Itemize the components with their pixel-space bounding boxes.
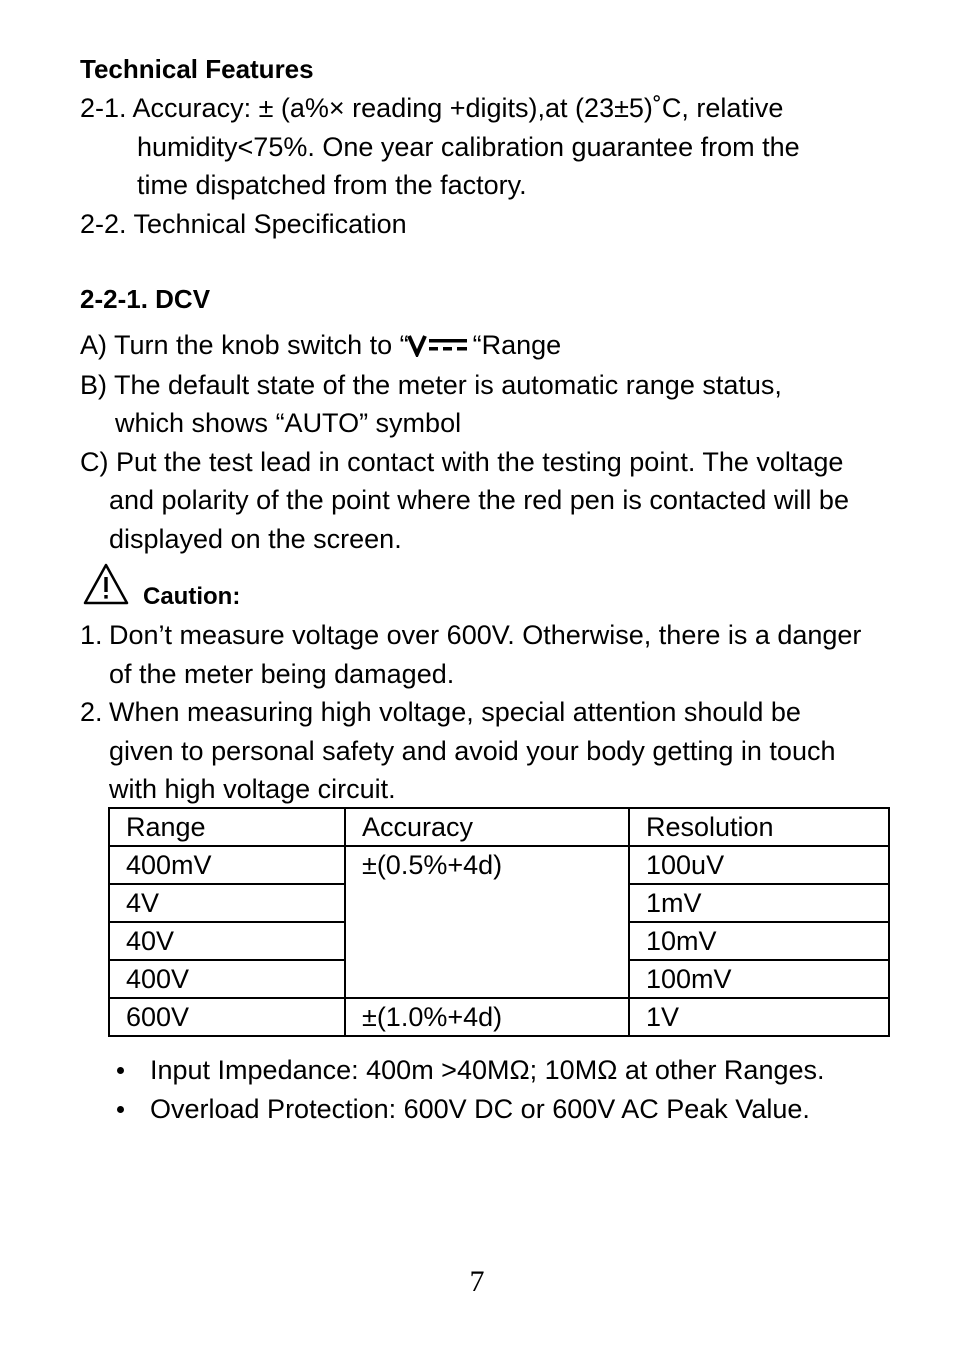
step-c-line-2: and polarity of the point where the red pen is contacted will be xyxy=(109,485,849,515)
accuracy-line-1: 2-1. Accuracy: ± (a%× reading +digits),at (23±5)˚C, relative xyxy=(80,93,784,123)
range-cell: 600V xyxy=(109,998,345,1036)
table-row xyxy=(109,846,889,884)
caution-item-1-line-2: of the meter being damaged. xyxy=(109,659,455,689)
resolution-cell: 10mV xyxy=(629,922,889,960)
caution-item-1-line-1: Don’t measure voltage over 600V. Otherwise, there is a danger xyxy=(109,620,862,650)
step-a-suffix: “Range xyxy=(472,330,562,360)
step-c-line-1: C) Put the test lead in contact with the testing point. The voltage xyxy=(80,447,844,477)
accuracy-cell: ±(0.5%+4d) xyxy=(345,846,629,998)
bullet-dot-icon xyxy=(117,1106,124,1113)
accuracy-cell: ±(1.0%+4d) xyxy=(345,998,629,1036)
table-header-row xyxy=(109,808,889,846)
warning-triangle-icon xyxy=(82,562,130,606)
dcv-spec-table xyxy=(108,807,890,1037)
step-a xyxy=(80,329,561,361)
step-a-prefix: A) Turn the knob switch to “ xyxy=(80,330,409,360)
range-cell: 4V xyxy=(109,884,345,922)
note-input-impedance: Input Impedance: 400m >40MΩ; 10MΩ at other Ranges. xyxy=(150,1055,825,1085)
page-number: 7 xyxy=(469,1265,485,1298)
tech-spec-heading: 2-2. Technical Specification xyxy=(80,209,407,239)
step-c-line-3: displayed on the screen. xyxy=(109,524,402,554)
step-b-line-1: B) The default state of the meter is automatic range status, xyxy=(80,370,782,400)
caution-item-2-number: 2. xyxy=(80,697,103,727)
dcv-title: 2-2-1. DCV xyxy=(80,284,211,314)
table-row xyxy=(109,998,889,1036)
v-dc-symbol-icon xyxy=(407,333,469,357)
caution-item-2-line-2: given to personal safety and avoid your body getting in touch xyxy=(109,736,836,766)
caution-item-1-number: 1. xyxy=(80,620,103,650)
accuracy-line-2: humidity<75%. One year calibration guarantee from the xyxy=(137,132,800,162)
range-cell: 40V xyxy=(109,922,345,960)
resolution-cell: 1mV xyxy=(629,884,889,922)
resolution-cell: 100uV xyxy=(629,846,889,884)
caution-item-2-line-3: with high voltage circuit. xyxy=(109,774,396,804)
note-overload-protection: Overload Protection: 600V DC or 600V AC Peak Value. xyxy=(150,1094,810,1124)
header-range: Range xyxy=(109,808,345,846)
bullet-dot-icon xyxy=(117,1067,124,1074)
header-resolution: Resolution xyxy=(629,808,889,846)
resolution-cell: 1V xyxy=(629,998,889,1036)
range-cell: 400V xyxy=(109,960,345,998)
step-b-line-2: which shows “AUTO” symbol xyxy=(115,408,462,438)
accuracy-line-3: time dispatched from the factory. xyxy=(137,170,527,200)
caution-label: Caution: xyxy=(143,583,241,610)
resolution-cell: 100mV xyxy=(629,960,889,998)
caution-item-2-line-1: When measuring high voltage, special attention should be xyxy=(109,697,801,727)
section-heading: Technical Features xyxy=(80,54,314,84)
range-cell: 400mV xyxy=(109,846,345,884)
header-accuracy: Accuracy xyxy=(345,808,629,846)
